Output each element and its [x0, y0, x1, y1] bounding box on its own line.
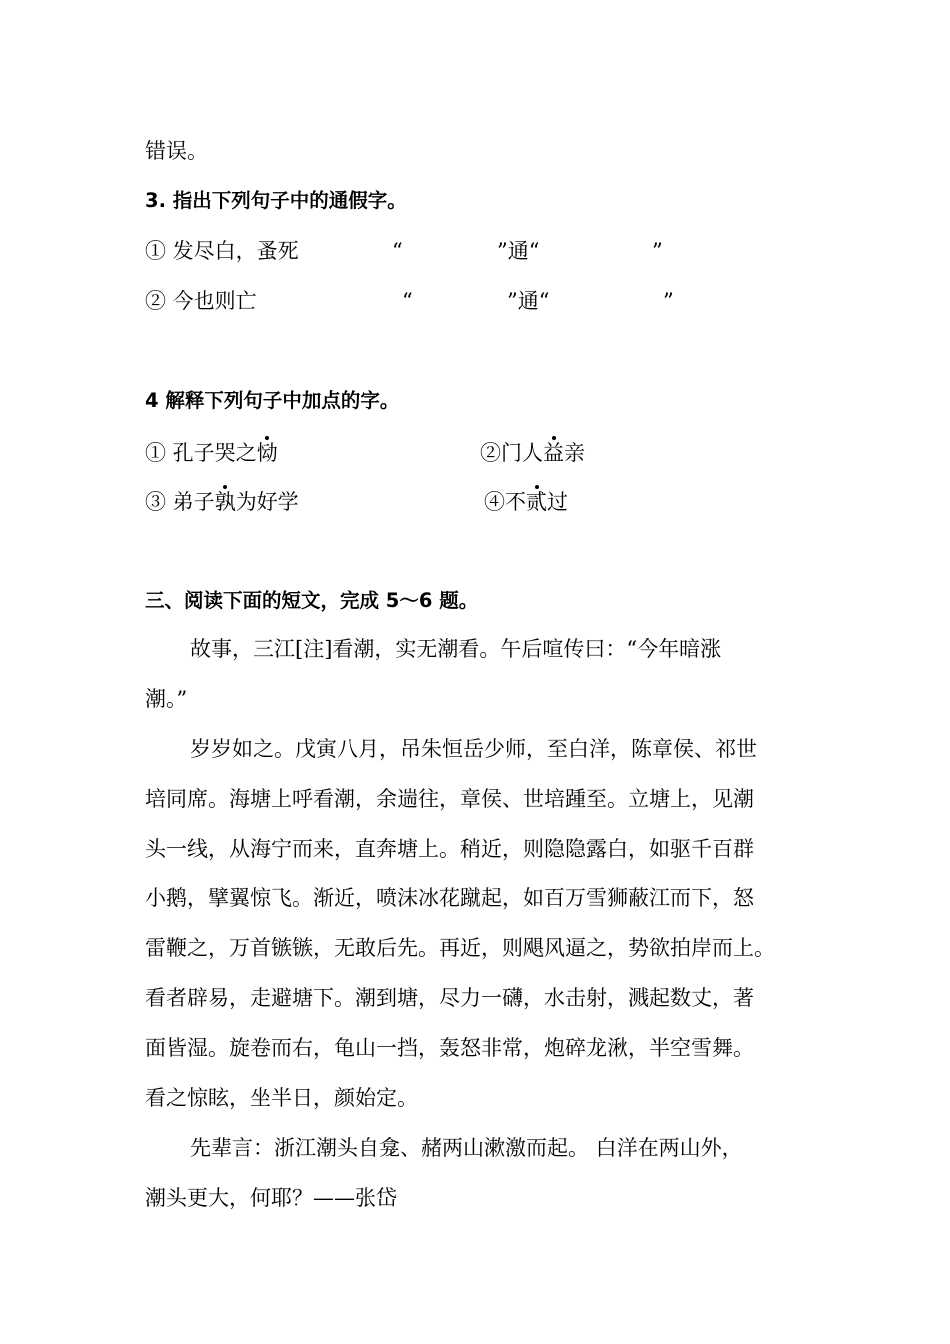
- passage-line: 小鹅，擘翼惊飞。渐近，喷沫冰花蹴起，如百万雪狮蔽江而下，怒: [145, 886, 754, 910]
- passage-line: 培同席。海塘上呼看潮，余遄往，章侯、世培踵至。立塘上，见潮: [145, 787, 754, 811]
- q3-heading: 3. 指出下列句子中的通假字。: [145, 189, 407, 212]
- q4-item-4: [484, 487, 568, 517]
- section3-heading: 三、阅读下面的短文，完成 5～6 题。: [145, 589, 479, 612]
- q4-item-3-post: 为好学: [235, 490, 299, 514]
- passage-line: 雷鞭之，万首镞镞，无敢后先。再近，则飓风逼之，势欲拍岸而上。: [145, 936, 775, 960]
- q4-heading: 4 解释下列句子中加点的字。: [145, 389, 400, 412]
- q4-item-2-post: 亲: [564, 441, 585, 465]
- q4-item-4-pre: ④不: [484, 490, 526, 514]
- q3-item-2-open-quote: “: [402, 289, 413, 313]
- q4-item-2-pre: ②门人: [480, 441, 543, 465]
- q4-item-4-dotted-char: 贰: [526, 487, 547, 517]
- passage-line: 看之惊眩，坐半日，颜始定。: [145, 1086, 418, 1110]
- passage-line: 潮头更大，何耶？——张岱: [145, 1186, 397, 1210]
- q4-item-3-pre: ③ 弟子: [145, 490, 215, 514]
- q4-item-3-dotted-char: 孰: [215, 487, 236, 517]
- passage-line: 岁岁如之。戊寅八月，吊朱恒岳少师，至白洋，陈章侯、祁世: [190, 737, 757, 761]
- q3-item-1-open-quote: “: [392, 239, 403, 263]
- q4-item-3: [145, 487, 299, 517]
- q3-item-1-close-quote: ”: [652, 239, 663, 263]
- q3-item-2-close-quote: ”: [663, 289, 674, 313]
- q4-item-2-dotted-char: 益: [543, 438, 564, 468]
- q4-item-1-pre: ① 孔子哭之: [145, 441, 257, 465]
- passage-line: 先辈言：浙江潮头自龛、赭两山漱激而起。 白洋在两山外，: [190, 1136, 743, 1160]
- passage-line: 头一线，从海宁而来，直奔塘上。稍近，则隐隐露白，如驱千百群: [145, 837, 754, 861]
- q3-item-1-tong: ”通“: [497, 239, 540, 263]
- q4-item-4-post: 过: [547, 490, 568, 514]
- passage-line: 面皆湿。旋卷而右，龟山一挡，轰怒非常，炮碎龙湫，半空雪舞。: [145, 1036, 754, 1060]
- q4-item-1-dotted-char: 恸: [257, 438, 278, 468]
- q4-item-1: [145, 438, 278, 468]
- passage-line: 看者辟易，走避塘下。潮到塘，尽力一礴，水击射，溅起数丈，著: [145, 986, 754, 1010]
- passage-line: 潮。”: [145, 687, 188, 711]
- q3-item-2-label: ② 今也则亡: [145, 289, 257, 313]
- prev-text-tail: 错误。: [145, 139, 208, 163]
- q3-item-1-label: ① 发尽白，蚤死: [145, 239, 299, 263]
- q3-item-2-tong: ”通“: [507, 289, 550, 313]
- passage-line: 故事，三江[注]看潮，实无潮看。午后喧传曰：“今年暗涨: [190, 637, 722, 661]
- q4-item-2: [480, 438, 585, 468]
